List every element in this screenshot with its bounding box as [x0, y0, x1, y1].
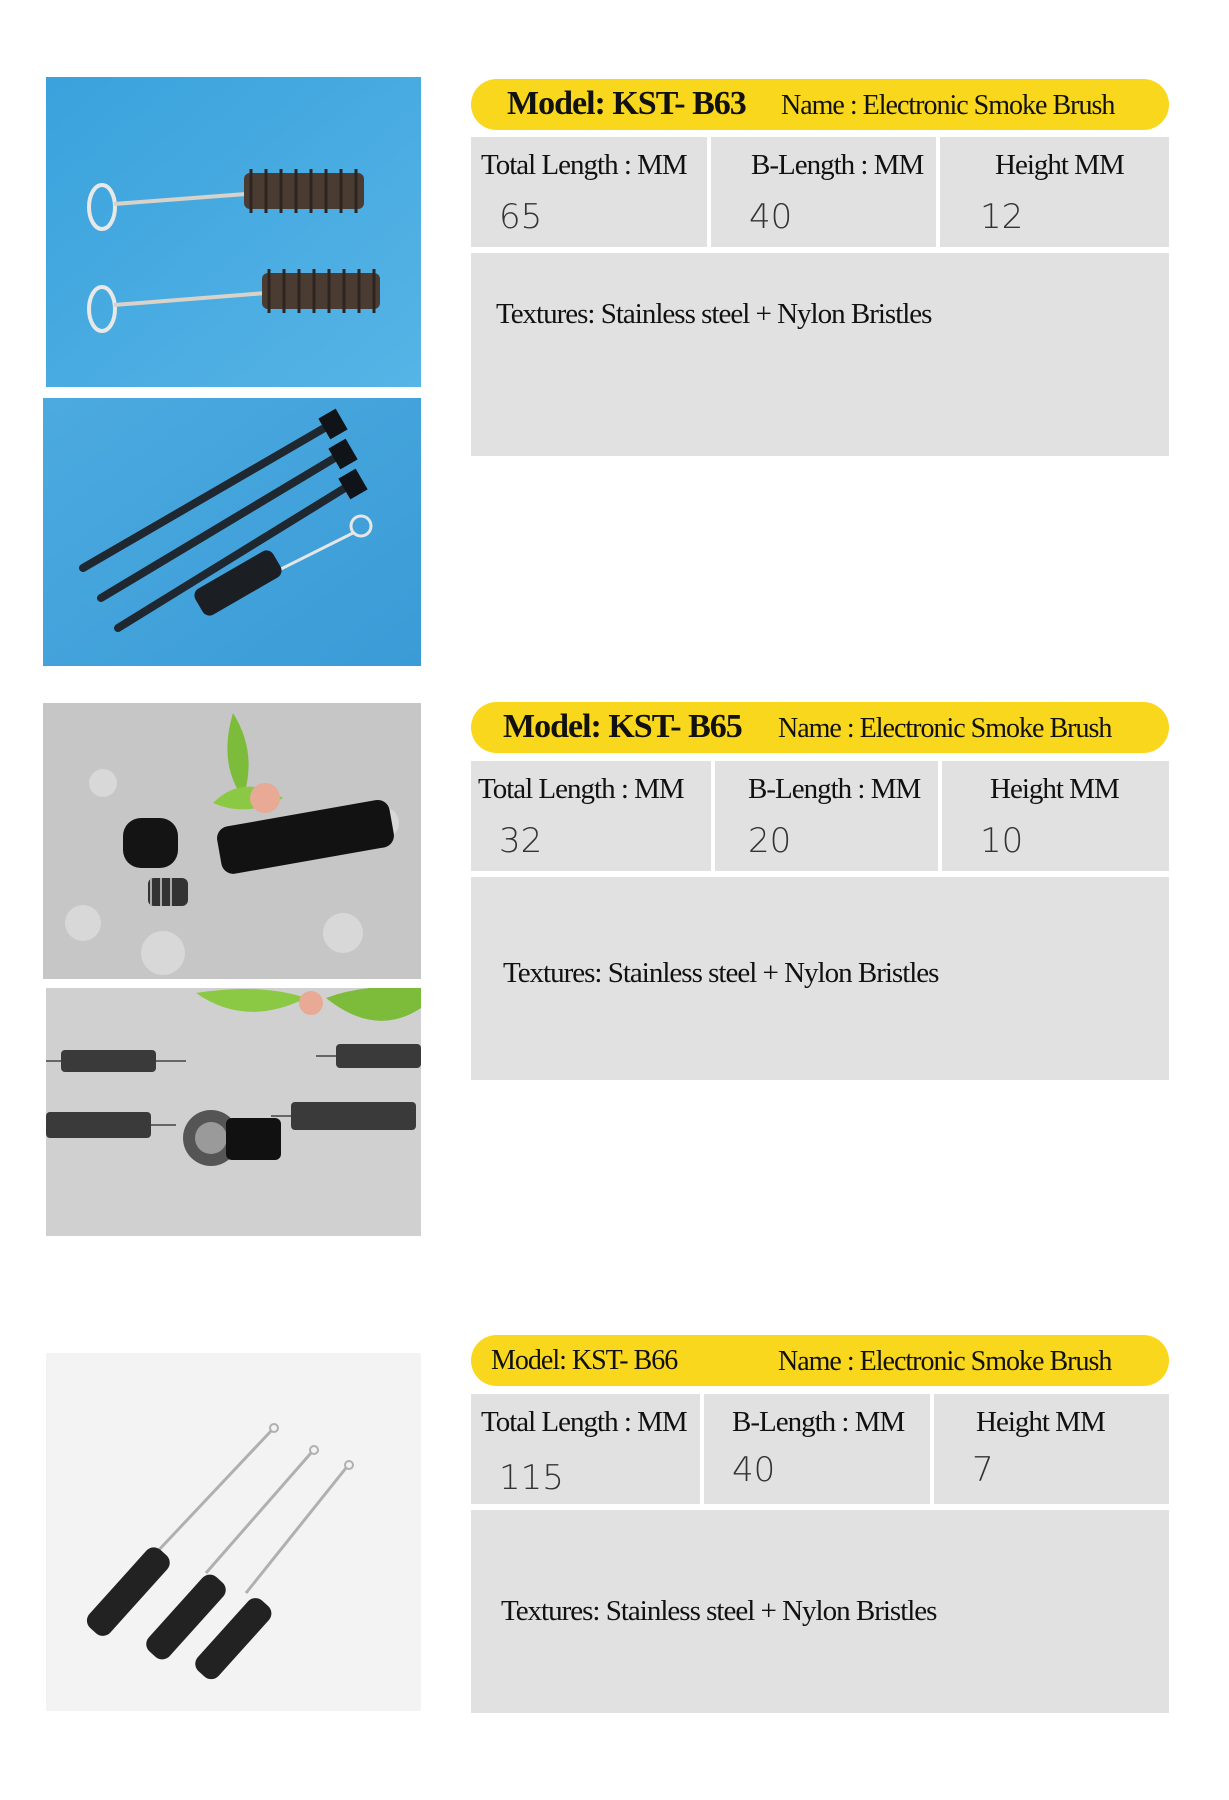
textures-box-b66 — [471, 1510, 1169, 1713]
b-length-value: 40 — [749, 197, 793, 237]
spec-b-length-b63 — [711, 137, 936, 247]
model-label: Model: KST- B66 — [491, 1345, 678, 1376]
height-value: 10 — [980, 821, 1024, 861]
spec-height-b63 — [940, 137, 1169, 247]
total-length-value: 65 — [499, 197, 543, 237]
brushes-illustration — [46, 988, 421, 1236]
textures-text: Textures: Stainless steel + Nylon Bristles — [503, 957, 939, 989]
total-length-label: Total Length : MM — [481, 1406, 687, 1438]
product-photo-b63-ring-brushes — [46, 77, 421, 387]
pipe-brushes-illustration — [46, 1353, 421, 1711]
model-header-b66 — [471, 1335, 1169, 1386]
total-length-value: 32 — [499, 821, 543, 861]
grinder-illustration — [43, 703, 421, 979]
ring-brush-illustration — [46, 77, 421, 387]
model-header-b63 — [471, 79, 1169, 130]
textures-box-b63 — [471, 253, 1169, 456]
textures-text: Textures: Stainless steel + Nylon Bristles — [501, 1595, 937, 1627]
product-name: Name : Electronic Smoke Brush — [778, 1346, 1112, 1377]
spec-height-b65 — [942, 761, 1169, 871]
product-photo-b65-grinder — [43, 703, 421, 979]
model-label: Model: KST- B63 — [507, 85, 746, 122]
spec-b-length-b66 — [704, 1394, 930, 1504]
b-length-label: B-Length : MM — [751, 149, 924, 181]
b-length-value: 40 — [732, 1450, 776, 1490]
total-length-value: 115 — [499, 1458, 564, 1498]
total-length-label: Total Length : MM — [478, 773, 684, 805]
product-photo-b66-pipe-brushes — [46, 1353, 421, 1711]
total-length-label: Total Length : MM — [481, 149, 687, 181]
b-length-label: B-Length : MM — [732, 1406, 905, 1438]
height-value: 7 — [972, 1450, 994, 1490]
height-label: Height MM — [990, 773, 1119, 805]
spec-b-length-b65 — [715, 761, 938, 871]
spec-total-length-b65 — [471, 761, 711, 871]
model-label: Model: KST- B65 — [503, 708, 742, 745]
height-value: 12 — [980, 197, 1024, 237]
b-length-label: B-Length : MM — [748, 773, 921, 805]
spec-total-length-b63 — [471, 137, 707, 247]
model-header-b65 — [471, 702, 1169, 753]
product-photo-b63-tool-set — [43, 398, 421, 666]
spec-total-length-b66 — [471, 1394, 700, 1504]
b-length-value: 20 — [748, 821, 792, 861]
height-label: Height MM — [976, 1406, 1105, 1438]
product-name: Name : Electronic Smoke Brush — [781, 90, 1115, 121]
product-name: Name : Electronic Smoke Brush — [778, 713, 1112, 744]
spec-height-b66 — [934, 1394, 1169, 1504]
textures-text: Textures: Stainless steel + Nylon Bristles — [496, 298, 932, 330]
product-photo-b65-brushes — [46, 988, 421, 1236]
height-label: Height MM — [995, 149, 1124, 181]
tool-set-illustration — [43, 398, 421, 666]
textures-box-b65 — [471, 877, 1169, 1080]
